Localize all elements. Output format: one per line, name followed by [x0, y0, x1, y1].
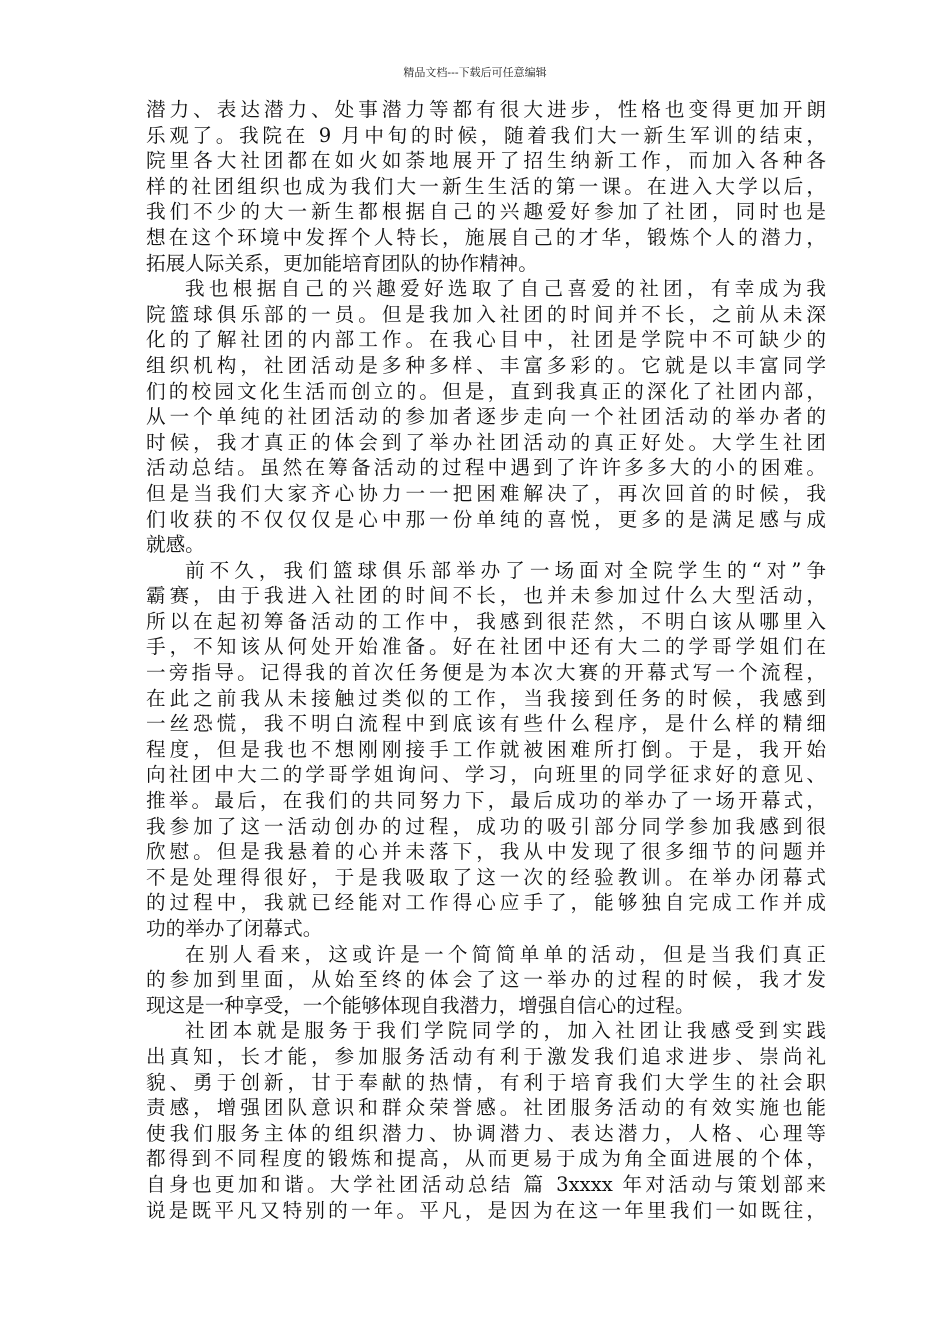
- text-line: 从一个单纯的社团活动的参加者逐步走向一个社团活动的举办者的: [146, 405, 826, 429]
- text-line: 社团本就是服务于我们学院同学的，加入社团让我感受到实践: [185, 1019, 826, 1043]
- text-line: 貌、勇于创新，甘于奉献的热情，有利于培育我们大学生的社会职: [146, 1070, 826, 1094]
- text-line: 我也根据自己的兴趣爱好选取了自己喜爱的社团，有幸成为我: [185, 277, 826, 301]
- text-line: 不是处理得很好，于是我吸取了这一次的经验教训。在举办闭幕式: [146, 865, 826, 889]
- text-line: 院篮球俱乐部的一员。但是我加入社团的时间并不长，之前从未深: [146, 302, 826, 326]
- text-line: 使我们服务主体的组织潜力、协调潜力、表达潜力，人格、心理等: [146, 1121, 826, 1145]
- page-header: 精品文档---下载后可任意编辑: [403, 66, 547, 79]
- text-line: 就感。: [146, 533, 205, 557]
- text-line: 我参加了这一活动创办的过程，成功的吸引部分同学参加我感到很: [146, 814, 826, 838]
- text-line: 前不久，我们篮球俱乐部举办了一场面对全院学生的“对”争: [185, 558, 826, 582]
- text-line: 院里各大社团都在如火如荼地展开了招生纳新工作，而加入各种各: [146, 149, 826, 173]
- text-line: 想在这个环境中发挥个人特长，施展自己的才华，锻炼个人的潜力，: [146, 225, 826, 249]
- text-line: 都得到不同程度的锻炼和提高，从而更易于成为角全面进展的个体，: [146, 1147, 826, 1171]
- text-line: 在别人看来，这或许是一个简简单单的活动，但是当我们真正: [185, 942, 826, 966]
- document-body: [146, 97, 826, 1223]
- text-line: 化的了解社团的内部工作。在我心目中，社团是学院中不可缺少的: [146, 328, 826, 352]
- text-line: 一丝恐慌，我不明白流程中到底该有些什么程序，是什么样的精细: [146, 712, 826, 736]
- text-line: 责感，增强团队意识和群众荣誉感。社团服务活动的有效实施也能: [146, 1096, 826, 1120]
- text-line: 推举。最后，在我们的共同努力下，最后成功的举办了一场开幕式，: [146, 789, 826, 813]
- text-line: 向社团中大二的学哥学姐询问、学习，向班里的同学征求好的意见、: [146, 763, 826, 787]
- text-line: 们的校园文化生活而创立的。但是，直到我真正的深化了社团内部，: [146, 379, 826, 403]
- text-line: 乐观了。我院在 9 月中旬的时候，随着我们大一新生军训的结束，: [146, 123, 826, 147]
- text-line: 但是当我们大家齐心协力一一把困难解决了，再次回首的时候，我: [146, 481, 826, 505]
- text-line: 我们不少的大一新生都根据自己的兴趣爱好参加了社团，同时也是: [146, 200, 826, 224]
- text-line: 自身也更加和谐。大学社团活动总结 篇 3xxxx 年对活动与策划部来: [146, 1172, 826, 1196]
- text-line: 霸赛，由于我进入社团的时间不长，也并未参加过什么大型活动，: [146, 584, 826, 608]
- text-line: 活动总结。虽然在筹备活动的过程中遇到了许许多多大的小的困难。: [146, 456, 826, 480]
- text-line: 的过程中，我就已经能对工作得心应手了，能够独自完成工作并成: [146, 891, 826, 915]
- text-line: 出真知，长才能，参加服务活动有利于激发我们追求进步、崇尚礼: [146, 1044, 826, 1068]
- text-line: 手，不知该从何处开始准备。好在社团中还有大二的学哥学姐们在: [146, 635, 826, 659]
- text-line: 们收获的不仅仅仅是心中那一份单纯的喜悦，更多的是满足感与成: [146, 507, 826, 531]
- text-line: 拓展人际关系，更加能培育团队的协作精神。: [146, 251, 538, 275]
- text-line: 欣慰。但是我悬着的心并未落下，我从中发现了很多细节的问题并: [146, 840, 826, 864]
- text-line: 说是既平凡又特别的一年。平凡，是因为在这一年里我们一如既往，: [146, 1198, 826, 1222]
- text-line: 在此之前我从未接触过类似的工作，当我接到任务的时候，我感到: [146, 686, 826, 710]
- text-line: 时候，我才真正的体会到了举办社团活动的真正好处。大学生社团: [146, 430, 826, 454]
- text-line: 样的社团组织也成为我们大一新生生活的第一课。在进入大学以后，: [146, 174, 826, 198]
- text-line: 程度，但是我也不想刚刚接手工作就被困难所打倒。于是，我开始: [146, 737, 826, 761]
- text-line: 所以在起初筹备活动的工作中，我感到很茫然，不明白该从哪里入: [146, 609, 826, 633]
- text-line: 一旁指导。记得我的首次任务便是为本次大赛的开幕式写一个流程，: [146, 661, 826, 685]
- text-line: 现这是一种享受，一个能够体现自我潜力，增强自信心的过程。: [146, 993, 695, 1017]
- text-line: 组织机构，社团活动是多种多样、丰富多彩的。它就是以丰富同学: [146, 353, 826, 377]
- text-line: 潜力、表达潜力、处事潜力等都有很大进步，性格也变得更加开朗: [146, 98, 826, 121]
- text-line: 功的举办了闭幕式。: [146, 917, 323, 940]
- text-line: 的参加到里面，从始至终的体会了这一举办的过程的时候，我才发: [146, 968, 826, 992]
